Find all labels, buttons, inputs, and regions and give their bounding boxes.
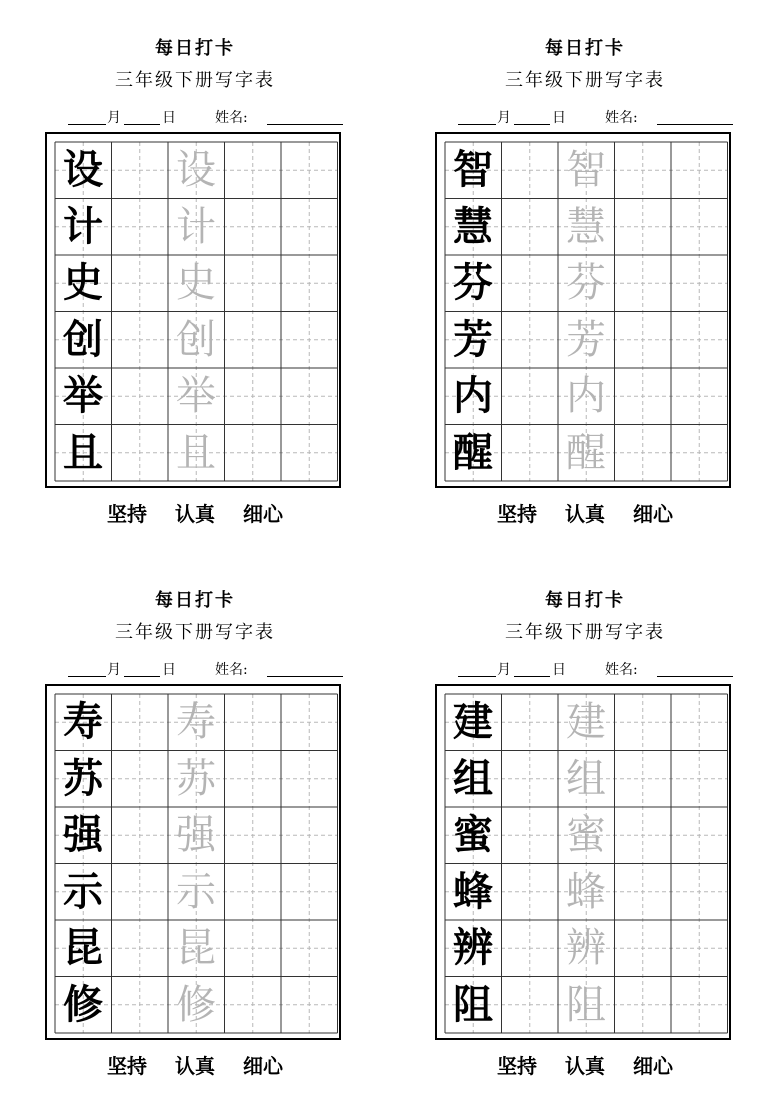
trace-character: 强 [176,812,216,859]
day-label: 日 [162,662,176,678]
footer-word: 坚持 [107,1054,147,1078]
day-blank[interactable] [514,676,550,677]
trace-character: 芳 [566,316,606,363]
footer-word: 认真 [565,1054,605,1078]
day-blank[interactable] [124,124,160,125]
trace-character: 举 [176,373,216,420]
model-character: 且 [63,428,103,476]
card-footer [45,1054,345,1078]
trace-character: 昆 [176,925,216,972]
date-name-line [62,660,352,680]
day-blank[interactable] [124,676,160,677]
trace-character: 修 [176,981,216,1028]
trace-character: 内 [566,373,606,420]
model-character: 史 [63,259,103,307]
writing-grid [45,684,341,1040]
trace-character: 设 [176,147,216,194]
footer-word: 认真 [565,502,605,526]
card-subtitle: 三年级下册写字表 [115,622,275,643]
trace-character: 计 [176,203,216,250]
date-name-line [452,660,742,680]
card-subtitle: 三年级下册写字表 [505,70,665,91]
card-footer [45,502,345,526]
name-blank[interactable] [267,676,343,677]
model-character: 修 [63,980,103,1028]
month-blank[interactable] [68,676,106,677]
model-character: 创 [63,315,103,363]
writing-grid [435,132,731,488]
card-title: 每日打卡 [545,590,625,611]
model-character: 设 [63,146,103,194]
model-character: 苏 [63,754,103,802]
model-character: 芬 [453,259,493,307]
trace-character: 醒 [566,429,606,476]
card-subtitle: 三年级下册写字表 [505,622,665,643]
month-blank[interactable] [458,124,496,125]
trace-character: 蜂 [566,868,606,915]
model-character: 强 [63,811,103,859]
card-footer [435,502,735,526]
name-blank[interactable] [657,676,733,677]
model-character: 芳 [453,315,493,363]
model-character: 内 [453,372,493,420]
name-label: 姓名: [215,662,248,678]
writing-grid [45,132,341,488]
model-character: 蜜 [453,811,493,859]
trace-character: 寿 [176,699,216,746]
month-blank[interactable] [68,124,106,125]
practice-card [435,562,735,1092]
model-character: 计 [63,202,103,250]
model-character: 辨 [453,924,493,972]
day-label: 日 [162,110,176,126]
name-blank[interactable] [657,124,733,125]
writing-grid [435,684,731,1040]
trace-character: 且 [176,429,216,476]
name-blank[interactable] [267,124,343,125]
card-title: 每日打卡 [155,590,235,611]
trace-character: 芬 [566,260,606,307]
name-label: 姓名: [215,110,248,126]
trace-character: 创 [176,316,216,363]
model-character: 昆 [63,924,103,972]
practice-card [435,10,735,540]
model-character: 阻 [453,980,493,1028]
practice-card [45,562,345,1092]
footer-word: 认真 [175,502,215,526]
footer-word: 细心 [243,1054,283,1078]
card-title: 每日打卡 [545,38,625,59]
month-label: 月 [107,110,121,126]
footer-word: 认真 [175,1054,215,1078]
footer-word: 坚持 [497,502,537,526]
footer-word: 细心 [633,502,673,526]
model-character: 醒 [453,428,493,476]
card-title: 每日打卡 [155,38,235,59]
day-label: 日 [552,110,566,126]
month-label: 月 [107,662,121,678]
trace-character: 建 [566,699,606,746]
day-label: 日 [552,662,566,678]
card-footer [435,1054,735,1078]
trace-character: 史 [176,260,216,307]
trace-character: 慧 [566,203,606,250]
footer-word: 坚持 [497,1054,537,1078]
model-character: 慧 [453,202,493,250]
model-character: 举 [63,372,103,420]
card-subtitle: 三年级下册写字表 [115,70,275,91]
trace-character: 苏 [176,755,216,802]
trace-character: 阻 [566,981,606,1028]
model-character: 示 [63,867,103,915]
footer-word: 细心 [243,502,283,526]
practice-card [45,10,345,540]
trace-character: 辨 [566,925,606,972]
month-label: 月 [497,110,511,126]
model-character: 建 [453,698,493,746]
date-name-line [62,108,352,128]
model-character: 组 [453,754,493,802]
day-blank[interactable] [514,124,550,125]
trace-character: 示 [176,868,216,915]
date-name-line [452,108,742,128]
trace-character: 组 [566,755,606,802]
model-character: 蜂 [453,867,493,915]
trace-character: 蜜 [566,812,606,859]
month-label: 月 [497,662,511,678]
name-label: 姓名: [605,662,638,678]
month-blank[interactable] [458,676,496,677]
name-label: 姓名: [605,110,638,126]
model-character: 智 [453,146,493,194]
footer-word: 坚持 [107,502,147,526]
trace-character: 智 [566,147,606,194]
footer-word: 细心 [633,1054,673,1078]
model-character: 寿 [63,698,103,746]
